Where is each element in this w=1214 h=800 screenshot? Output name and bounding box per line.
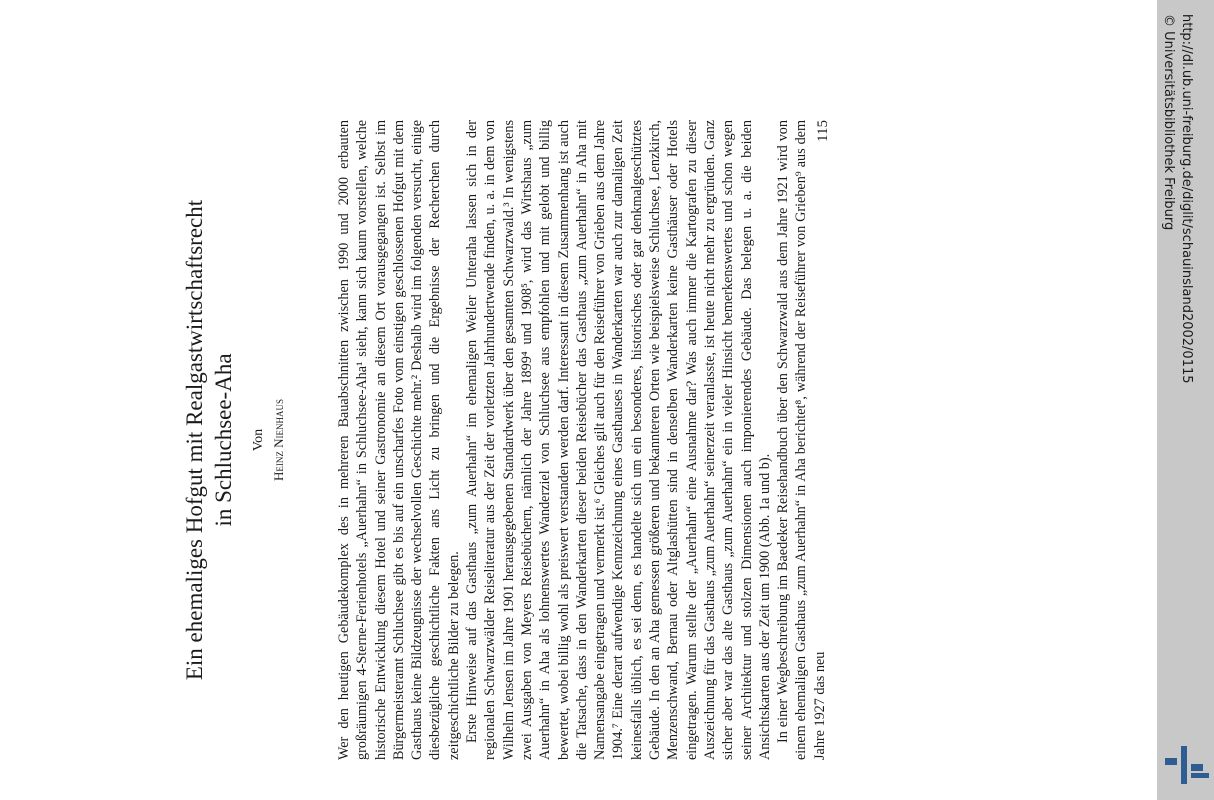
paragraph-2: Erste Hinweise auf das Gasthaus „zum Auerhahn“ im ehemaligen Weiler Unteraha lassen sich in der regionalen Schwarzwälder Reiseliteratur aus der Zeit der vorletzten Jahrhundertwende finden, u. a. in dem von Wilhelm Jensen im Jahre 1901 herausgegebenen Standardwerk über den gesamten Schwarzwald.³ In wenigstens zwei Ausgaben von Meyers Reisebüchern, nämlich der Jahre 1899⁴ und 1908⁵, wird das Wirtshaus „zum Auerhahn“ in Aha als lohnenswertes Wanderziel von Schluchsee aus empfohlen und mit gelobt und billig bewertet, wobei billig wohl als preiswert verstanden werden darf. Interessant in diesem Zusammenhang ist auch die Tatsache, dass in den Wanderkarten dieser beiden Reisebücher das Gasthaus „zum Auerhahn“ in Aha mit Namensangabe eingetragen und vermerkt ist.⁶ Gleiches gilt auch für den Reiseführer von Grieben aus dem Jahre 1904.⁷ Eine derart aufwendige Kennzeichnung eines Gasthauses in Wanderkarten war auch zur damaligen Zeit keinesfalls üblich, es sei denn, es handelte sich um ein besonderes, historisches oder gar denkmalgeschütztes Gebäude. In den an Aha gemessen größeren und bekannteren Orten wie beispielsweise Schluchsee, Lenzkirch, Menzenschwand, Bernau oder Altglashütten sind in denselben Wanderkarten keine Gasthäuser oder Hotels eingetragen. Warum stellte der „Auerhahn“ eine Ausnahme dar? Was auch immer die Kartografen zu dieser Auszeichnung für das Gasthaus „zum Auerhahn“ seinerzeit veranlasste, ist heute nicht mehr zu ergründen. Ganz sicher aber war das alte Gasthaus „zum Auerhahn“ ein in vieler Hinsicht bemerkenswertes und schon wegen seiner Architektur und stolzen Dimensionen auch imponierendes Gebäude. Das belegen u. a. die beiden Ansichtskarten aus der Zeit um 1900 (Abb. 1a und b). [464, 120, 773, 760]
author-name: Heinz Nienhaus [271, 398, 286, 482]
scanned-page [180, 120, 1040, 760]
page-number: 115 [815, 120, 831, 142]
title-line-1: Ein ehemaliges Hofgut mit Realgastwirtschaftsrecht [182, 199, 207, 681]
title-line-2: in Schluchsee-Aha [211, 353, 236, 527]
article-title [180, 120, 238, 760]
paragraph-1: Wer den heutigen Gebäudekomplex des in mehreren Bauabschnitten zwischen 1990 und 2000 erbauten großräumigen 4-Sterne-Ferienhotels „Auerhahn“ in Schluchsee-Aha¹ sieht, kann sich kaum vorstellen, welche historische Entwicklung diesem Hotel und seiner Gastronomie an diesem Ort vorausgegangen ist. Selbst im Bürgermeisteramt Schluchsee gibt es bis auf ein unscharfes Foto vom einstigen geschlossenen Hofgut mit dem Gasthaus keine Bildzeugnisse der wechselvollen Geschichte mehr.² Deshalb wird im folgenden versucht, einige diesbezügliche geschichtliche Fakten ans Licht zu bringen und die Ergebnisse der Recherchen durch zeitgeschichtliche Bilder zu belegen. [336, 120, 462, 760]
byline-prefix: Von [251, 428, 266, 452]
permalink-url[interactable]: http://dl.ub.uni-freiburg.de/diglit/schauinsland2002/0115 [1179, 14, 1194, 384]
library-sidebar [1157, 0, 1214, 800]
paragraph-3: In einer Wegbeschreibung im Baedeker Reisehandbuch über den Schwarzwald aus dem Jahre 1921 wird von einem ehemaligen Gasthaus „zum Auerhahn“ in Aha berichtet⁸, während der Reiseführer von Grieben⁹ aus dem Jahre 1927 das neu [775, 120, 828, 760]
article-body [335, 120, 829, 760]
university-library-logo-icon [1165, 746, 1209, 784]
copyright-notice: © Universitätsbibliothek Freiburg [1161, 14, 1176, 231]
sidebar-text-block [1157, 0, 1214, 800]
